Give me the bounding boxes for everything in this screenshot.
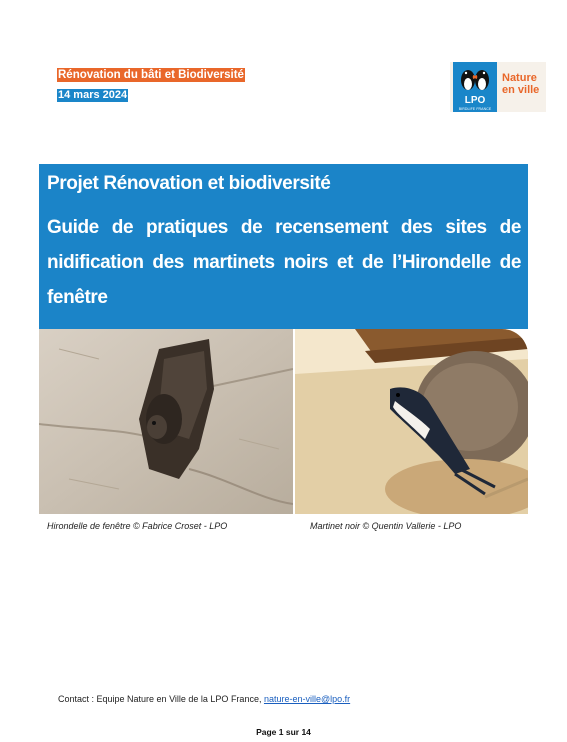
lpo-logo xyxy=(453,62,497,112)
contact-text: Contact : Equipe Nature en Ville de la LPO France, xyxy=(58,694,264,704)
lpo-logo-subtext: BIRDLIFE FRANCE xyxy=(458,107,492,111)
lpo-logo-text: LPO xyxy=(464,95,486,106)
guide-title: Guide de pratiques de recensement des sites de nidification des martinets noirs et de l’Hirondelle de fenêtre xyxy=(47,217,521,308)
contact-email-link[interactable]: nature-en-ville@lpo.fr xyxy=(263,694,351,704)
swift-photo xyxy=(39,329,293,514)
page-number: Page 1 sur 14 xyxy=(256,727,311,737)
nature-en-ville-line1: Nature xyxy=(502,72,537,84)
title-band xyxy=(39,164,528,329)
document-header-title: Rénovation du bâti et Biodiversité xyxy=(58,69,244,81)
contact-line xyxy=(58,694,350,704)
swallow-photo xyxy=(295,329,528,514)
lpo-nature-en-ville-logo xyxy=(450,62,546,112)
nature-en-ville-line2: en ville xyxy=(502,84,540,96)
nature-en-ville-text xyxy=(502,72,546,96)
right-photo-caption: Martinet noir © Quentin Vallerie - LPO xyxy=(310,521,462,531)
project-title: Projet Rénovation et biodiversité xyxy=(47,173,331,194)
document-date: 14 mars 2024 xyxy=(58,89,128,101)
left-photo-caption: Hirondelle de fenêtre © Fabrice Croset - LPO xyxy=(47,521,228,531)
